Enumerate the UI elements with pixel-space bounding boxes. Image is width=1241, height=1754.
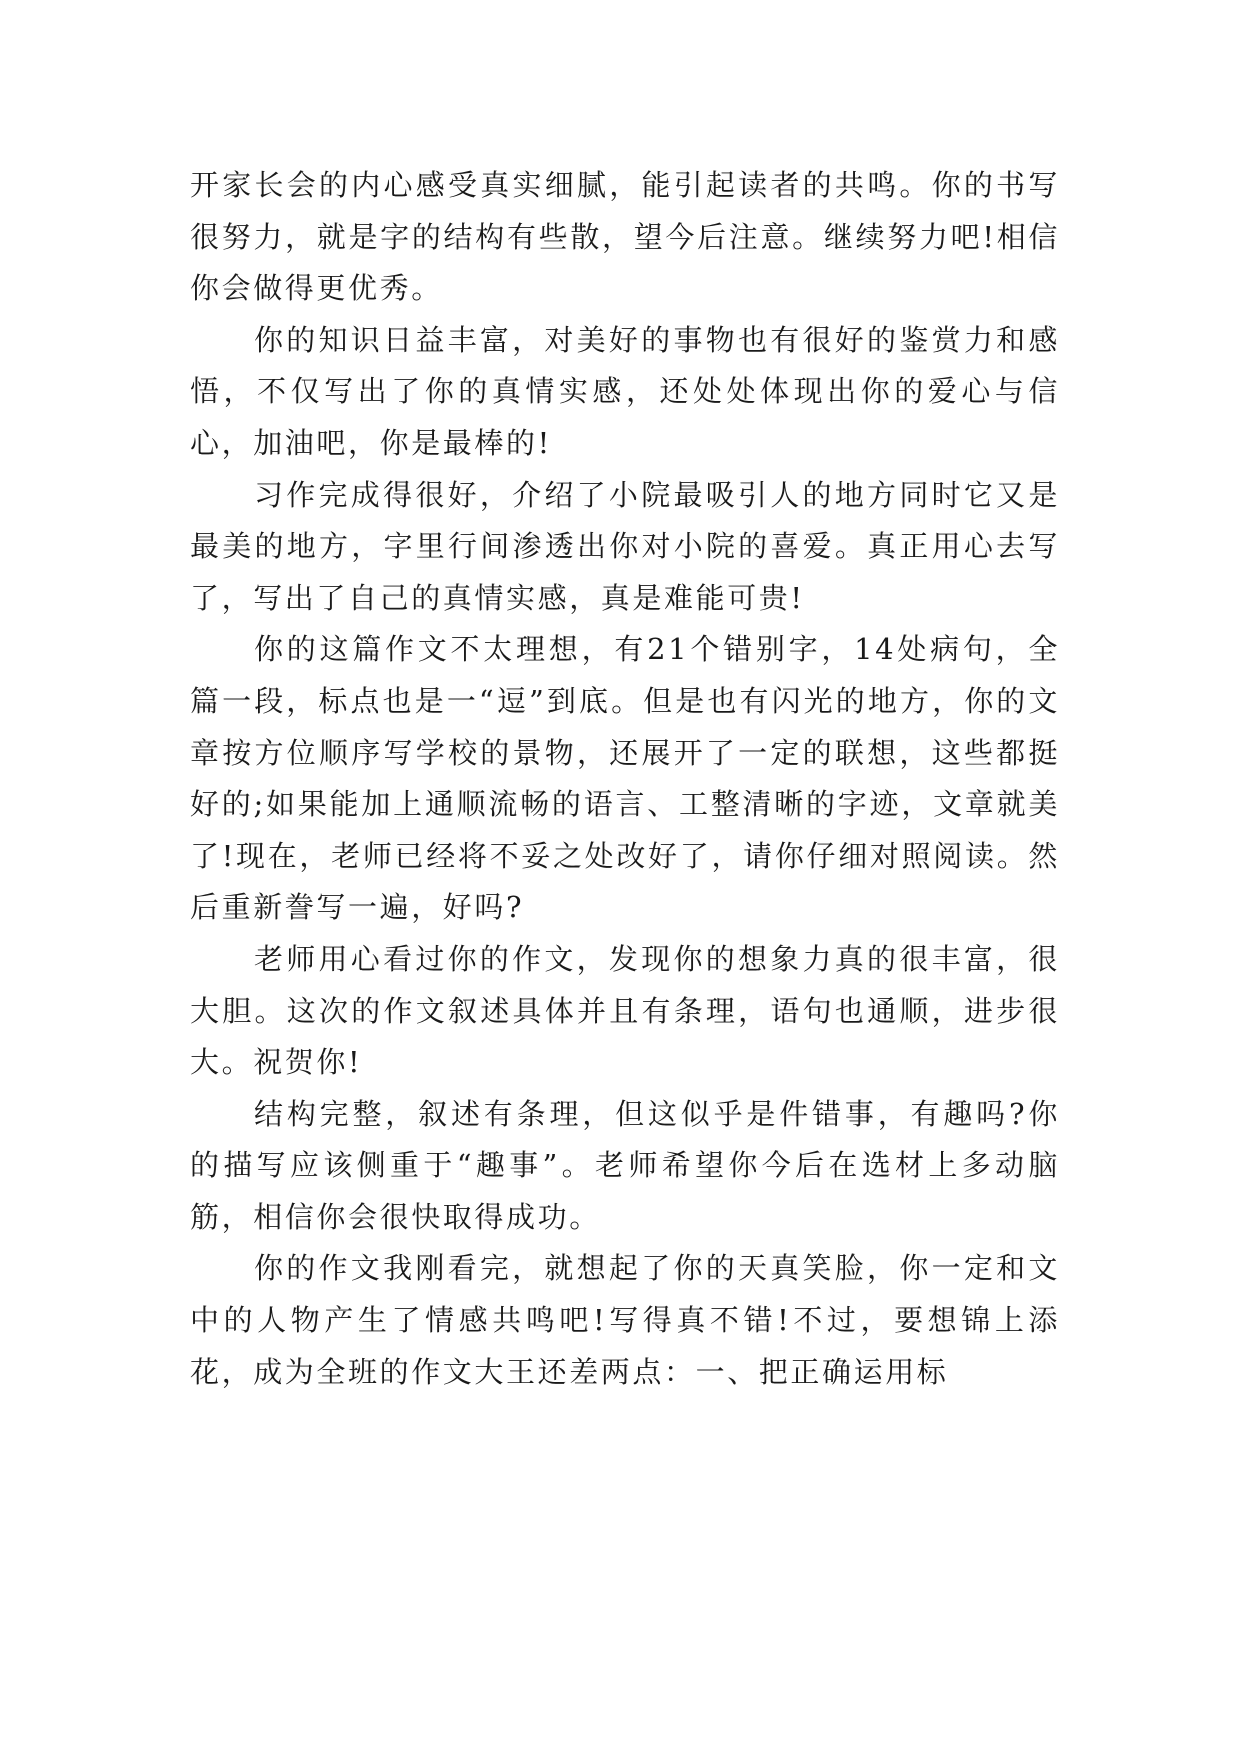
paragraph-7: 你的作文我刚看完，就想起了你的天真笑脸，你一定和文中的人物产生了情感共鸣吧!写得真不错!不过，要想锦上添花，成为全班的作文大王还差两点：一、把正确运用标	[190, 1251, 1060, 1389]
paragraph-2: 你的知识日益丰富，对美好的事物也有很好的鉴赏力和感悟，不仅写出了你的真情实感，还处处体现出你的爱心与信心，加油吧，你是最棒的!	[190, 322, 1060, 460]
paragraph-4: 你的这篇作文不太理想，有21个错别字，14处病句，全篇一段，标点也是一“逗”到底。但是也有闪光的地方，你的文章按方位顺序写学校的景物，还展开了一定的联想，这些都挺好的;如果能加上通顺流畅的语言、工整清晰的字迹，文章就美了!现在，老师已经将不妥之处改好了，请你仔细对照阅读。然后重新誊写一遍，好吗?	[190, 632, 1060, 925]
paragraph-3: 习作完成得很好，介绍了小院最吸引人的地方同时它又是最美的地方，字里行间渗透出你对小院的喜爱。真正用心去写了，写出了自己的真情实感，真是难能可贵!	[190, 477, 1060, 615]
document-body	[190, 160, 1060, 1398]
paragraph-5: 老师用心看过你的作文，发现你的想象力真的很丰富，很大胆。这次的作文叙述具体并且有条理，语句也通顺，进步很大。祝贺你!	[190, 941, 1060, 1080]
paragraph-6: 结构完整，叙述有条理，但这似乎是件错事，有趣吗?你的描写应该侧重于“趣事”。老师希望你今后在选材上多动脑筋，相信你会很快取得成功。	[190, 1096, 1060, 1234]
paragraph-1: 开家长会的内心感受真实细腻，能引起读者的共鸣。你的书写很努力，就是字的结构有些散，望今后注意。继续努力吧!相信你会做得更优秀。	[190, 168, 1060, 306]
